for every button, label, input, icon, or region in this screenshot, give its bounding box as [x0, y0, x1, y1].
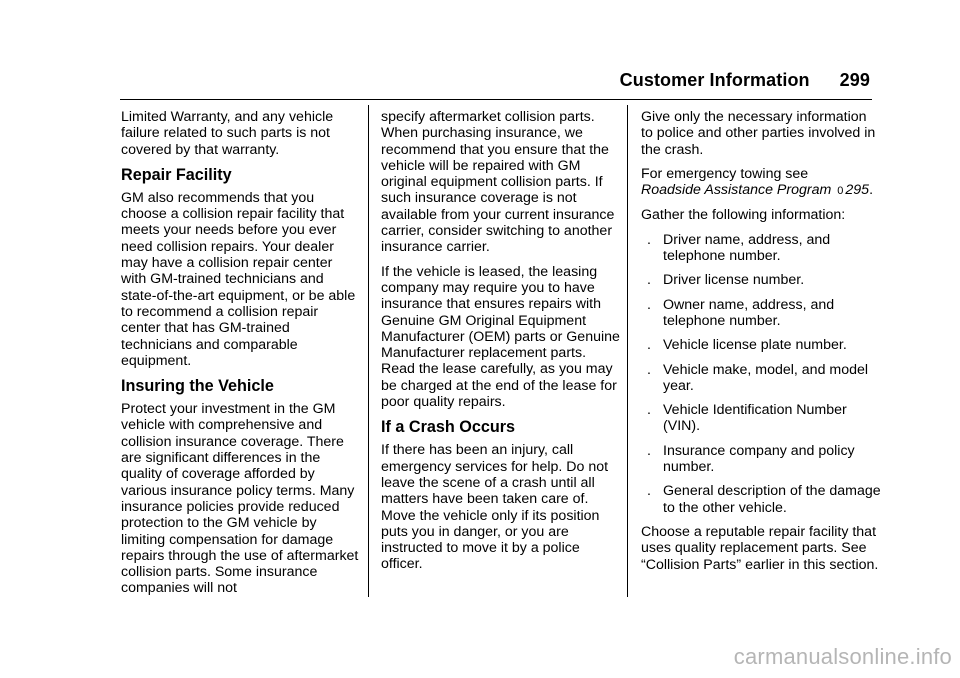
- bullet-icon: .: [647, 442, 651, 459]
- roadside-assistance-link[interactable]: Roadside Assistance Program: [641, 182, 832, 199]
- column-divider-2: [627, 105, 628, 597]
- towing-text: For emergency towing see: [641, 165, 809, 182]
- bullet-icon: .: [647, 402, 651, 419]
- heading-insuring-vehicle: Insuring the Vehicle: [121, 377, 274, 396]
- repair-facility-paragraph: Choose a reputable repair facility that uses quality replacement parts. See “Collision Parts” earlier in this section.: [641, 523, 879, 573]
- lease-paragraph: If the vehicle is leased, the leasing company may require you to have insurance that ensures repairs with Genuine GM Original Equipment Manufacturer (OEM) parts or Genuine Manufacturer replacement parts. Read the lease carefully, as you may be charged at the end of the lease for poor quality repairs.: [381, 263, 620, 411]
- list-item: . General description of the damage to the other vehicle.: [641, 483, 881, 516]
- repair-paragraph: GM also recommends that you choose a collision repair facility that meets your needs before you ever need collision repairs. Your dealer may have a collision repair center with GM-trained technicians and state-of-the-art equipment, or be able to recommend a collision repair center that has GM-trained technicians and comparable equipment.: [121, 189, 356, 369]
- gather-paragraph: Gather the following information:: [641, 207, 846, 224]
- heading-repair-facility: Repair Facility: [121, 165, 232, 184]
- list-item: . Driver license number.: [641, 272, 881, 288]
- insuring-paragraph: Protect your investment in the GM vehicle with comprehensive and collision insurance coverage. There are significant differences in the quality of coverage afforded by various insurance policy terms. Many insurance policies provide reduced protection to the GM vehicle by limiting compensation for damage repairs through the use of aftermarket collision parts. Some insurance companies will not: [121, 401, 359, 597]
- list-item: . Driver name, address, and telephone number.: [641, 232, 881, 265]
- bullet-icon: .: [647, 296, 651, 313]
- page-header: [620, 70, 870, 91]
- bullet-icon: .: [647, 337, 651, 354]
- bullet-icon: .: [647, 361, 651, 378]
- crash-paragraph: If there has been an injury, call emergency services for help. Do not leave the scene of a crash until all matters have been taken care of. Move the vehicle only if its position puts you in danger, or you are instructed to move it by a police officer.: [381, 442, 609, 573]
- list-item: . Owner name, address, and telephone number.: [641, 297, 881, 330]
- page-number: 299: [839, 70, 870, 90]
- intro-paragraph: Limited Warranty, and any vehicle failure related to such parts is not covered by that warranty.: [121, 109, 334, 158]
- towing-paragraph: [641, 166, 881, 200]
- police-paragraph: Give only the necessary information to police and other parties involved in the crash.: [641, 109, 876, 158]
- list-item: . Insurance company and policy number.: [641, 443, 881, 476]
- bullet-icon: .: [647, 272, 651, 289]
- list-item: . Vehicle license plate number.: [641, 337, 881, 353]
- column-3: [641, 109, 881, 581]
- header-rule: [120, 99, 872, 100]
- watermark: carmanualsonline.info: [733, 644, 952, 669]
- column-1: [121, 109, 361, 605]
- bullet-icon: .: [647, 483, 651, 500]
- column-2: [381, 109, 621, 581]
- bullet-icon: .: [647, 231, 651, 248]
- page-reference[interactable]: 295: [845, 182, 870, 199]
- towing-period: .: [869, 182, 874, 199]
- heading-crash-occurs: If a Crash Occurs: [381, 418, 516, 437]
- page-reference-icon: 0: [837, 185, 844, 198]
- section-title: Customer Information: [619, 70, 810, 90]
- aftermarket-paragraph: specify aftermarket collision parts. When purchasing insurance, we recommend that you ensure that the vehicle will be repaired with GM original equipment collision parts. If such insurance coverage is not available from your current insurance carrier, consider switching to another insurance carrier.: [381, 109, 615, 256]
- list-item: . Vehicle Identification Number (VIN).: [641, 402, 881, 435]
- list-item: . Vehicle make, model, and model year.: [641, 362, 881, 395]
- column-divider-1: [368, 105, 369, 597]
